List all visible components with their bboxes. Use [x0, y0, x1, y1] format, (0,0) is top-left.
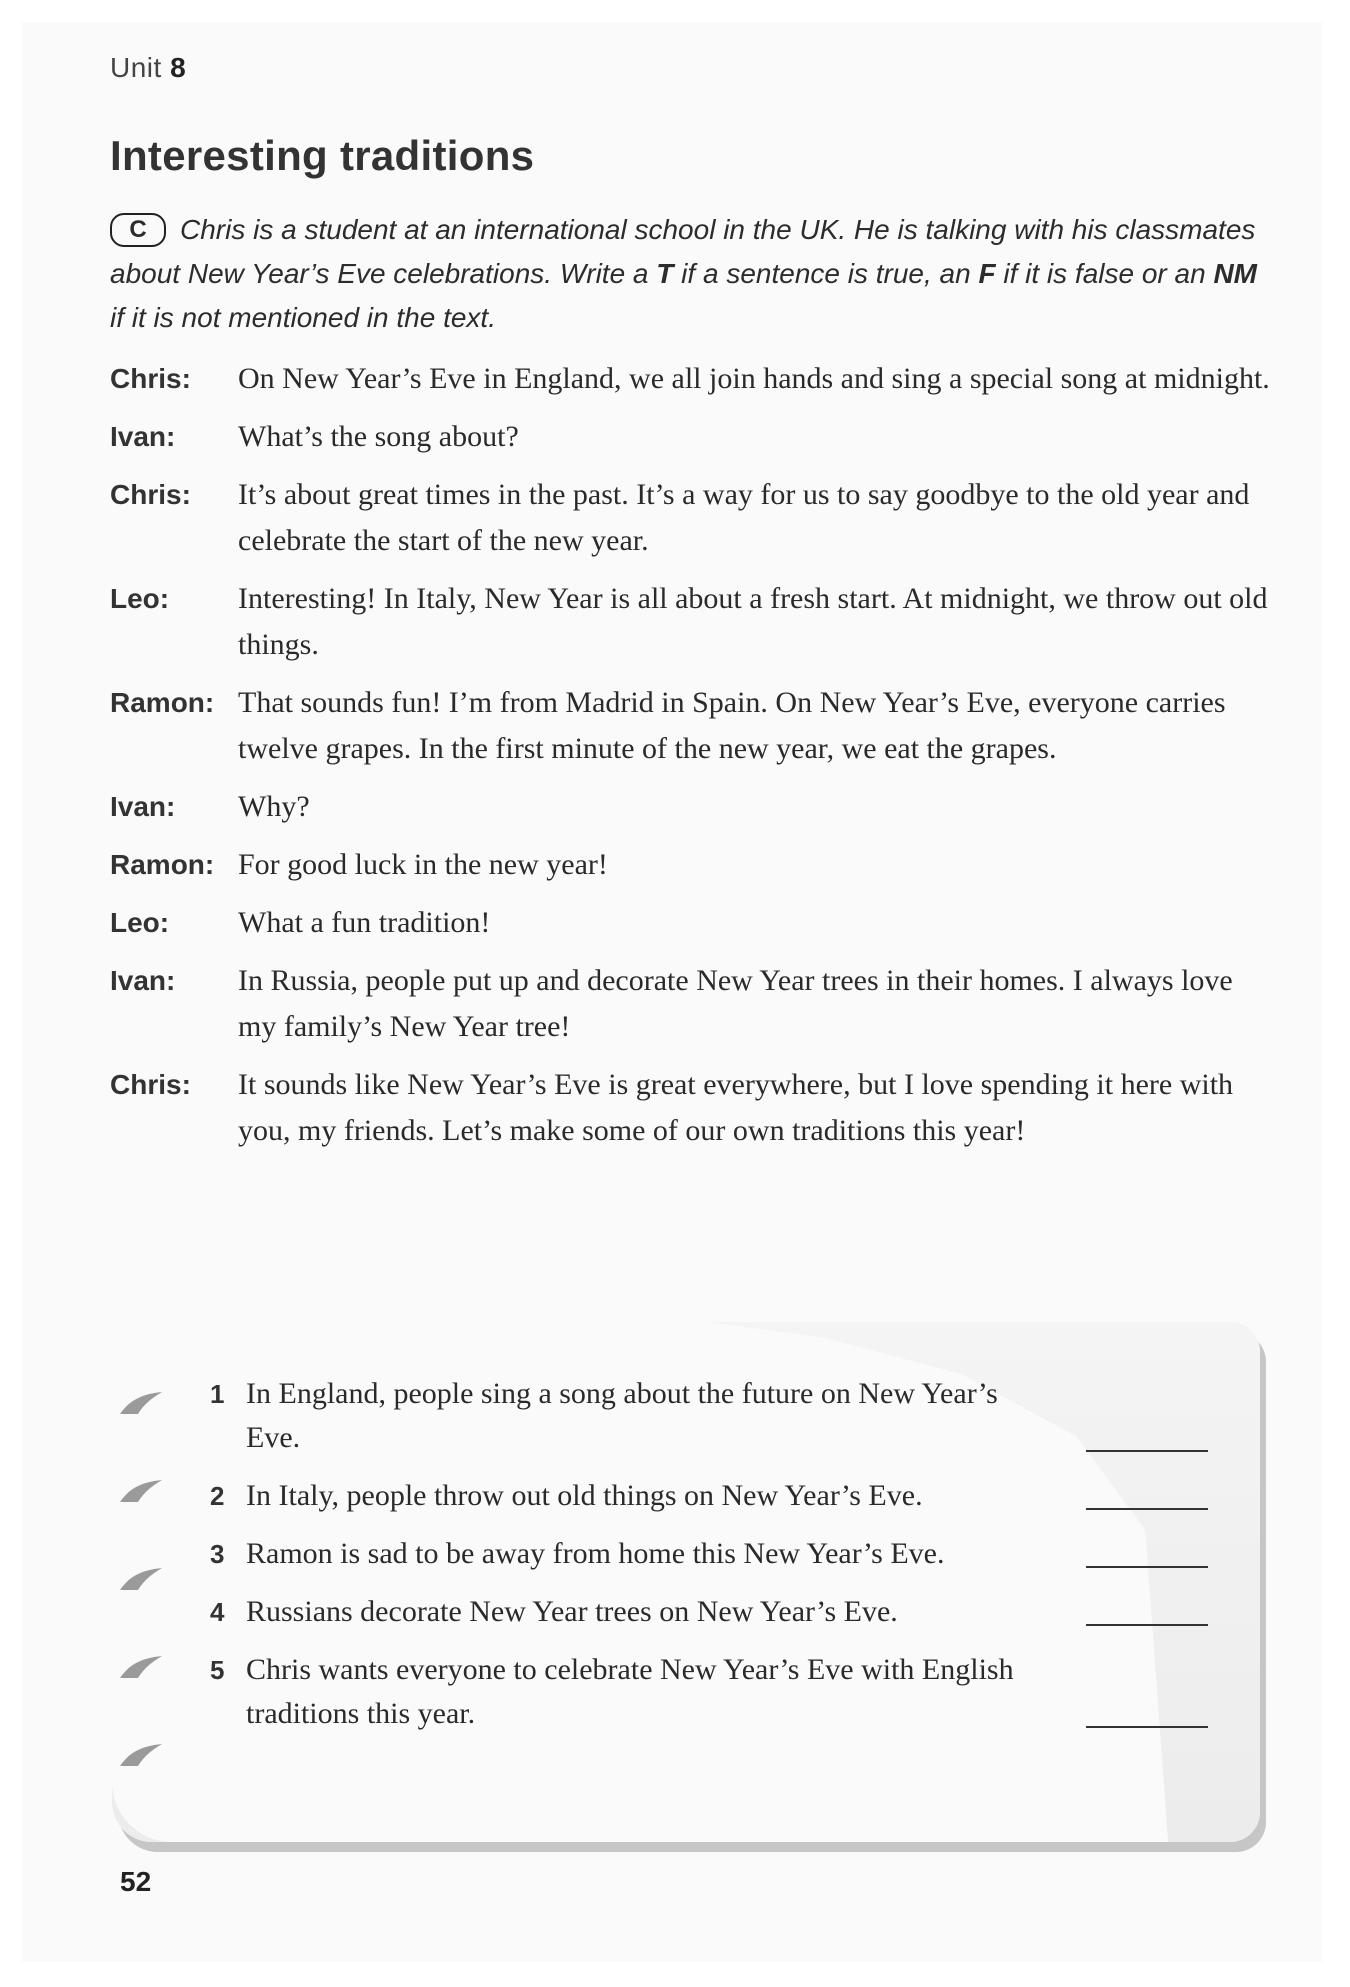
- instruction-text: if a sentence is true, an: [673, 258, 979, 289]
- answer-blank[interactable]: [1086, 1508, 1208, 1510]
- speech-text: Interesting! In Italy, New Year is all about a fresh start. At midnight, we throw out old things.: [238, 582, 1268, 661]
- answer-code: NM: [1213, 258, 1257, 289]
- question-item: [210, 1532, 1200, 1576]
- wing-ornament-icon: [118, 1476, 164, 1506]
- speaker-name: Chris:: [110, 363, 191, 394]
- answer-blank[interactable]: [1086, 1726, 1208, 1728]
- answer-blank[interactable]: [1086, 1450, 1208, 1452]
- question-number: 1: [210, 1379, 225, 1409]
- question-item: [210, 1648, 1200, 1736]
- wing-ornament-icon: [118, 1564, 164, 1594]
- page-number: 52: [120, 1866, 152, 1897]
- speaker-name: Leo:: [110, 583, 170, 614]
- speech-text: That sounds fun! I’m from Madrid in Spain. On New Year’s Eve, everyone carries twelve grapes. In the first minute of the new year, we eat the grapes.: [238, 686, 1226, 765]
- speaker-name: Chris:: [110, 479, 191, 510]
- question-list: [210, 1372, 1200, 1750]
- speech-text: For good luck in the new year!: [238, 848, 608, 881]
- question-number: 5: [210, 1655, 225, 1685]
- speech-text: In Russia, people put up and decorate New Year trees in their homes. I always love my family’s New Year tree!: [238, 964, 1233, 1043]
- instruction-text: if it is false or an: [995, 258, 1214, 289]
- page-title: Interesting traditions: [110, 132, 535, 179]
- answer-blank[interactable]: [1086, 1624, 1208, 1626]
- exercise-badge: C: [110, 213, 166, 247]
- dialogue-line: [110, 958, 1270, 1050]
- question-item: [210, 1372, 1200, 1460]
- exercise-instructions: [110, 208, 1260, 340]
- speech-text: Why?: [238, 790, 310, 823]
- dialogue-line: [110, 842, 1270, 888]
- dialogue-line: [110, 784, 1270, 830]
- instructions-text: [110, 214, 1257, 333]
- speaker-name: Ivan:: [110, 965, 176, 996]
- wing-ornament-icon: [118, 1388, 164, 1418]
- speaker-name: Chris:: [110, 1069, 191, 1100]
- speech-text: What’s the song about?: [238, 420, 519, 453]
- dialogue-line: [110, 576, 1270, 668]
- answer-blank[interactable]: [1086, 1566, 1208, 1568]
- instruction-text: Chris is a student at an international school in the UK. He is talking with his classmates about New Year’s Eve celebrations. Write a: [110, 214, 1256, 289]
- answer-code: T: [656, 258, 674, 289]
- speaker-name: Ramon:: [110, 687, 215, 718]
- speech-text: What a fun tradition!: [238, 906, 491, 939]
- speaker-name: Ramon:: [110, 849, 215, 880]
- unit-number: 8: [170, 52, 187, 83]
- speaker-name: Ivan:: [110, 421, 176, 452]
- question-text: Chris wants everyone to celebrate New Year’s Eve with English traditions this year.: [246, 1653, 1014, 1730]
- speech-text: It’s about great times in the past. It’s a way for us to say goodbye to the old year and celebrate the start of the new year.: [238, 478, 1250, 557]
- speech-text: On New Year’s Eve in England, we all join hands and sing a special song at midnight.: [238, 362, 1270, 395]
- instruction-text: if it is not mentioned in the text.: [110, 302, 496, 333]
- speaker-name: Ivan:: [110, 791, 176, 822]
- wing-ornament-icon: [118, 1740, 164, 1770]
- question-text: Russians decorate New Year trees on New Year’s Eve.: [246, 1595, 898, 1628]
- question-item: [210, 1474, 1200, 1518]
- dialogue-line: [110, 472, 1270, 564]
- unit-label: Unit 8: [110, 52, 187, 83]
- question-number: 2: [210, 1481, 225, 1511]
- dialogue-line: [110, 414, 1270, 460]
- question-text: In Italy, people throw out old things on New Year’s Eve.: [246, 1479, 923, 1512]
- wing-ornament-icon: [118, 1652, 164, 1682]
- dialogue-line: [110, 1062, 1270, 1154]
- answer-code: F: [978, 258, 996, 289]
- dialogue-line: [110, 356, 1270, 402]
- question-number: 4: [210, 1597, 225, 1627]
- dialogue-line: [110, 900, 1270, 946]
- dialogue: [110, 356, 1270, 1166]
- question-text: Ramon is sad to be away from home this New Year’s Eve.: [246, 1537, 945, 1570]
- question-number: 3: [210, 1539, 225, 1569]
- speech-text: It sounds like New Year’s Eve is great everywhere, but I love spending it here with you, my friends. Let’s make some of our own traditions this year!: [238, 1068, 1234, 1147]
- question-item: [210, 1590, 1200, 1634]
- question-text: In England, people sing a song about the future on New Year’s Eve.: [246, 1377, 998, 1454]
- speaker-name: Leo:: [110, 907, 170, 938]
- dialogue-line: [110, 680, 1270, 772]
